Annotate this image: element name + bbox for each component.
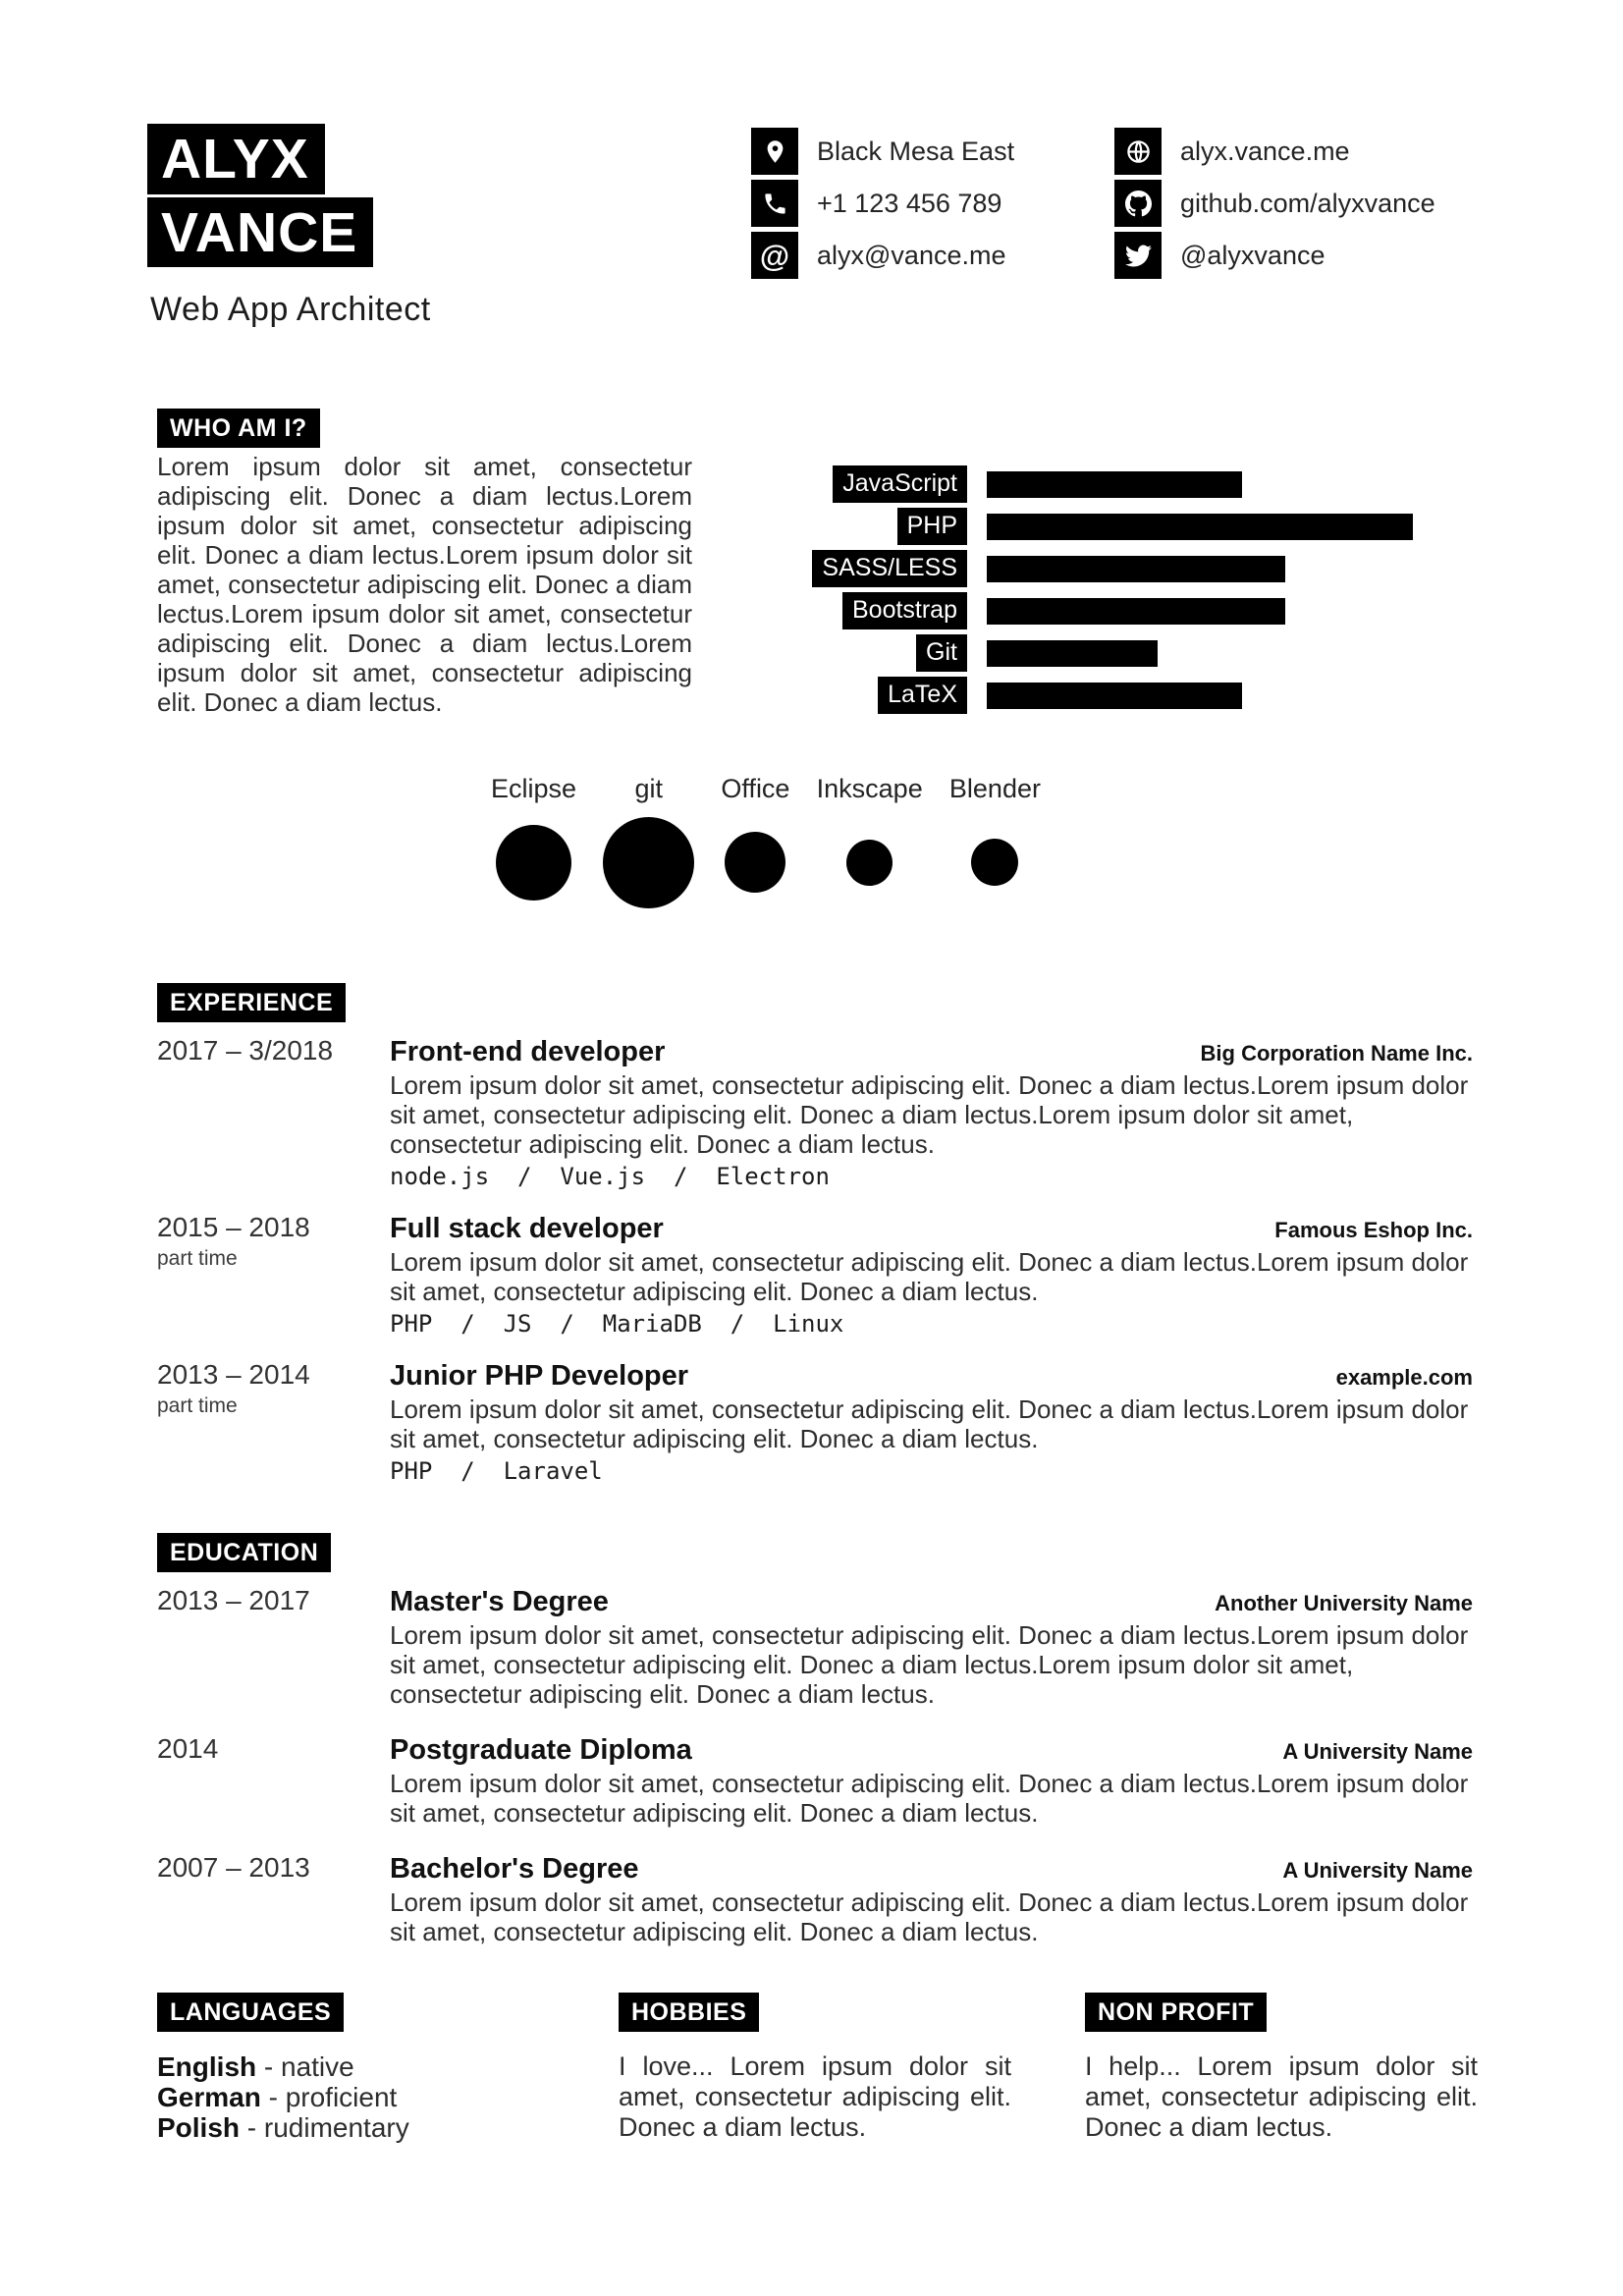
location-text: Black Mesa East <box>817 136 1015 166</box>
who-am-i-text: Lorem ipsum dolor sit amet, consectetur adipiscing elit. Donec a diam lectus.Lorem ipsum dolor sit amet, consectetur adipiscing elit. Donec a diam lectus.Lorem ipsum dolor sit amet, consectetur adipiscing elit. Donec a diam lectus.Lorem ipsum dolor sit amet, consectetur adipiscing elit. Donec a diam lectus.Lorem ipsum dolor sit amet, consectetur adipiscing elit. Donec a diam lectus. <box>157 452 692 717</box>
contact-email <box>751 232 1014 279</box>
tool-circle <box>846 840 893 886</box>
entry-dates <box>157 1036 390 1190</box>
experience-heading: EXPERIENCE <box>157 983 346 1022</box>
tool-item <box>491 774 576 917</box>
tool-circle <box>603 817 694 908</box>
languages-heading: LANGUAGES <box>157 1993 344 2032</box>
entry-tech-tags: node.js / Vue.js / Electron <box>390 1163 830 1190</box>
entry-content <box>390 1853 1473 1946</box>
entry-university: A University Name <box>1282 1739 1473 1764</box>
skill-bar <box>987 683 1242 709</box>
tool-label: Office <box>721 774 790 803</box>
skill-label: LaTeX <box>878 677 967 714</box>
languages-list <box>157 2051 589 2143</box>
language-level: - proficient <box>260 2082 398 2112</box>
globe-icon <box>1114 128 1162 175</box>
entry-tech-tags: PHP / Laravel <box>390 1457 603 1485</box>
entry-date-range: 2014 <box>157 1733 219 1764</box>
tool-circles <box>491 774 1041 917</box>
experience-section <box>157 983 346 1022</box>
entry-university: Another University Name <box>1215 1591 1473 1615</box>
experience-entry <box>157 1360 1473 1485</box>
email-icon: @ <box>751 232 798 279</box>
experience-entry <box>157 1036 1473 1190</box>
entry-description: Lorem ipsum dolor sit amet, consectetur adipiscing elit. Donec a diam lectus.Lorem ipsum dolor sit amet, consectetur adipiscing elit. Donec a diam lectus. <box>390 1394 1469 1453</box>
language-item <box>157 2112 589 2143</box>
location-icon <box>751 128 798 175</box>
entry-company: Famous Eshop Inc. <box>1274 1218 1473 1242</box>
entry-description: Lorem ipsum dolor sit amet, consectetur adipiscing elit. Donec a diam lectus.Lorem ipsum dolor sit amet, consectetur adipiscing elit. Donec a diam lectus. <box>390 1247 1469 1306</box>
entry-date-range: 2007 – 2013 <box>157 1852 310 1883</box>
contact-phone <box>751 180 1014 227</box>
non-profit-text: I help... Lorem ipsum dolor sit amet, consectetur adipiscing elit. Donec a diam lectus. <box>1085 2051 1478 2142</box>
entry-dates <box>157 1734 390 1828</box>
entry-dates <box>157 1213 390 1338</box>
entry-tech-tags: PHP / JS / MariaDB / Linux <box>390 1310 844 1338</box>
education-entry <box>157 1734 1473 1828</box>
education-entry <box>157 1586 1473 1709</box>
skill-bar <box>987 471 1242 498</box>
non-profit-section <box>1085 1993 1527 2143</box>
hobbies-text: I love... Lorem ipsum dolor sit amet, consectetur adipiscing elit. Donec a diam lectus. <box>619 2051 1011 2142</box>
name-logo <box>147 124 373 270</box>
experience-entry <box>157 1213 1473 1338</box>
education-list <box>157 1586 1473 1972</box>
website-text[interactable]: alyx.vance.me <box>1180 136 1350 166</box>
contact-column-right <box>1114 128 1435 284</box>
language-level: - native <box>256 2051 354 2082</box>
education-heading: EDUCATION <box>157 1533 331 1572</box>
tool-item <box>949 774 1041 917</box>
entry-degree: Postgraduate Diploma <box>390 1734 692 1766</box>
contact-github <box>1114 180 1435 227</box>
job-title: Web App Architect <box>150 291 431 328</box>
twitter-icon <box>1114 232 1162 279</box>
language-name: Polish <box>157 2112 241 2143</box>
entry-dates <box>157 1360 390 1485</box>
entry-content <box>390 1360 1473 1485</box>
tool-label: git <box>634 774 663 803</box>
skill-bar <box>987 598 1285 625</box>
skill-label: Bootstrap <box>842 592 967 629</box>
entry-company: example.com <box>1335 1365 1473 1390</box>
entry-note: part time <box>157 1394 238 1417</box>
tool-circle <box>496 825 571 901</box>
skill-bar <box>987 556 1285 582</box>
skill-row <box>663 592 1413 629</box>
contact-website <box>1114 128 1435 175</box>
entry-date-range: 2017 – 3/2018 <box>157 1035 334 1066</box>
skill-row <box>663 465 1413 503</box>
contact-location <box>751 128 1014 175</box>
entry-title: Front-end developer <box>390 1036 666 1067</box>
language-level: - rudimentary <box>240 2112 409 2143</box>
hobbies-heading: HOBBIES <box>619 1993 759 2032</box>
skill-row <box>663 677 1413 714</box>
entry-date-range: 2013 – 2014 <box>157 1359 310 1390</box>
language-item <box>157 2082 589 2112</box>
non-profit-heading: NON PROFIT <box>1085 1993 1267 2032</box>
twitter-text[interactable]: @alyxvance <box>1180 240 1325 270</box>
skill-label: JavaScript <box>833 465 967 503</box>
skill-label: SASS/LESS <box>812 550 967 587</box>
skill-row <box>663 634 1413 672</box>
entry-university: A University Name <box>1282 1858 1473 1883</box>
entry-content <box>390 1213 1473 1338</box>
language-name: German <box>157 2082 261 2112</box>
tool-item <box>817 774 923 917</box>
entry-date-range: 2013 – 2017 <box>157 1585 310 1615</box>
languages-section <box>157 1993 589 2143</box>
language-name: English <box>157 2051 257 2082</box>
experience-list <box>157 1036 1473 1507</box>
skill-bar <box>987 514 1413 540</box>
entry-dates <box>157 1853 390 1946</box>
entry-description: Lorem ipsum dolor sit amet, consectetur adipiscing elit. Donec a diam lectus.Lorem ipsum dolor sit amet, consectetur adipiscing elit. Donec a diam lectus.Lorem ipsum dolor sit amet, consectetur adipiscing elit. Donec a diam lectus. <box>390 1620 1469 1709</box>
phone-text[interactable]: +1 123 456 789 <box>817 188 1002 218</box>
github-text[interactable]: github.com/alyxvance <box>1180 188 1435 218</box>
contact-twitter <box>1114 232 1435 279</box>
tool-label: Blender <box>948 774 1041 803</box>
entry-content <box>390 1036 1473 1190</box>
who-am-i-heading: WHO AM I? <box>157 409 320 448</box>
entry-content <box>390 1734 1473 1828</box>
entry-description: Lorem ipsum dolor sit amet, consectetur adipiscing elit. Donec a diam lectus.Lorem ipsum dolor sit amet, consectetur adipiscing elit. Donec a diam lectus. <box>390 1887 1469 1946</box>
github-icon <box>1114 180 1162 227</box>
hobbies-section <box>619 1993 1060 2143</box>
entry-title: Full stack developer <box>390 1213 664 1244</box>
entry-note: part time <box>157 1246 238 1270</box>
education-section <box>157 1533 331 1572</box>
entry-content <box>390 1586 1473 1709</box>
skill-bar <box>987 640 1158 667</box>
tool-label: Eclipse <box>491 774 577 803</box>
tool-item <box>721 774 789 917</box>
entry-company: Big Corporation Name Inc. <box>1200 1041 1473 1066</box>
contact-column-left <box>751 128 1014 284</box>
entry-degree: Master's Degree <box>390 1586 609 1617</box>
tool-circle <box>725 832 785 893</box>
entry-date-range: 2015 – 2018 <box>157 1212 310 1242</box>
education-entry <box>157 1853 1473 1946</box>
skill-label: PHP <box>897 508 967 545</box>
phone-icon <box>751 180 798 227</box>
skill-bars <box>663 465 1413 719</box>
language-item <box>157 2051 589 2082</box>
last-name: VANCE <box>147 197 373 268</box>
entry-description: Lorem ipsum dolor sit amet, consectetur adipiscing elit. Donec a diam lectus.Lorem ipsum dolor sit amet, consectetur adipiscing elit. Donec a diam lectus. <box>390 1769 1469 1828</box>
email-text[interactable]: alyx@vance.me <box>817 240 1006 270</box>
tool-item <box>603 774 694 917</box>
entry-description: Lorem ipsum dolor sit amet, consectetur adipiscing elit. Donec a diam lectus.Lorem ipsum dolor sit amet, consectetur adipiscing elit. Donec a diam lectus.Lorem ipsum dolor sit amet, consectetur adipiscing elit. Donec a diam lectus. <box>390 1070 1469 1159</box>
skill-row <box>663 550 1413 587</box>
skill-label: Git <box>916 634 967 672</box>
entry-degree: Bachelor's Degree <box>390 1853 639 1885</box>
who-am-i-section <box>157 409 320 448</box>
skill-row <box>663 508 1413 545</box>
tool-label: Inkscape <box>816 774 923 803</box>
entry-title: Junior PHP Developer <box>390 1360 689 1392</box>
first-name: ALYX <box>147 124 325 194</box>
tool-circle <box>971 839 1018 886</box>
entry-dates <box>157 1586 390 1709</box>
